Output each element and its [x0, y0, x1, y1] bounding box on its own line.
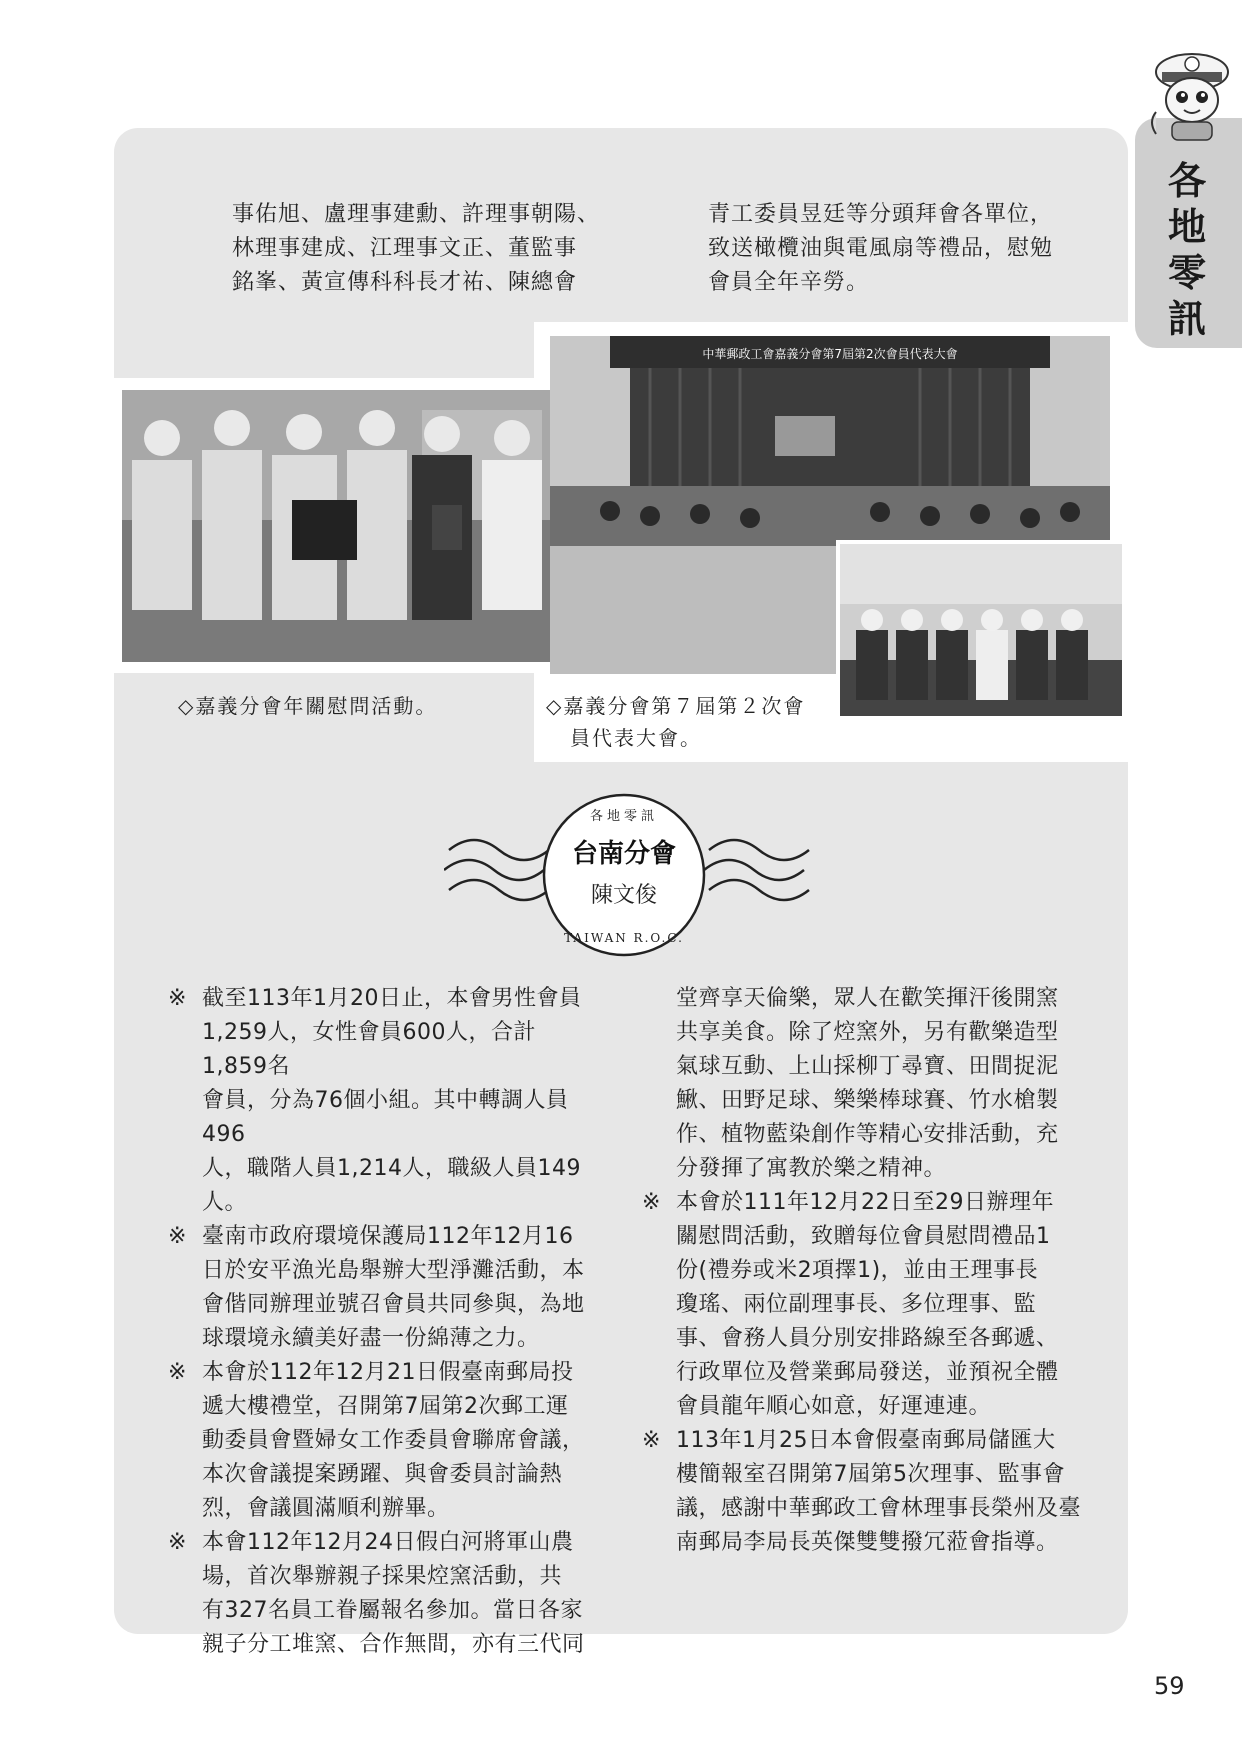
- list-item: [168, 1220, 598, 1356]
- stamp-branch-name: 台南分會: [571, 839, 677, 869]
- list-item: [168, 982, 598, 1220]
- photo-banner: 中華郵政工會嘉義分會第7屆第2次會員代表大會: [702, 347, 958, 361]
- text-line: 作、植物藍染創作等精心安排活動，充: [676, 1122, 1059, 1147]
- text-line: 臺南市政府環境保護局112年12月16: [202, 1224, 574, 1249]
- postman-mascot-icon: [1142, 42, 1238, 142]
- text-line: 場，首次舉辦親子採果焢窯活動，共: [202, 1564, 563, 1589]
- bullet-mark: ※: [168, 986, 187, 1011]
- text-line: 堂齊享天倫樂，眾人在歡笑揮汗後開窯: [676, 986, 1059, 1011]
- text-line: 本次會議提案踴躍、與會委員討論熱: [202, 1462, 563, 1487]
- text-line: 親子分工堆窯、合作無間，亦有三代同: [202, 1632, 585, 1657]
- text-line: 事、會務人員分別安排路線至各郵遞、: [676, 1326, 1059, 1351]
- continued-paragraph: [642, 982, 1082, 1186]
- text-line: 林理事建成、江理事文正、董監事: [232, 236, 578, 261]
- text-line: 事佑旭、盧理事建勳、許理事朝陽、: [232, 202, 601, 227]
- top-right-text: [708, 198, 1088, 300]
- text-line: 行政單位及營業郵局發送，並預祝全體: [676, 1360, 1059, 1385]
- text-line: 本會於112年12月21日假臺南郵局投: [202, 1360, 574, 1385]
- bullet-list-left: [168, 982, 598, 1662]
- caption-right: [546, 690, 836, 754]
- branch-postmark-stamp: [444, 790, 814, 960]
- top-left-text: [232, 198, 612, 300]
- text-line: 日於安平漁光島舉辦大型淨灘活動，本: [202, 1258, 585, 1283]
- text-line: 會員，分為76個小組。其中轉調人員496: [202, 1088, 569, 1147]
- text-line: 分發揮了寓教於樂之精神。: [676, 1156, 947, 1181]
- stamp-top-text: 各地零訊: [589, 809, 659, 824]
- photo-inset-group: [836, 540, 1126, 720]
- text-line: 關慰問活動，致贈每位會員慰問禮品1: [676, 1224, 1051, 1249]
- bullet-mark: ※: [168, 1530, 187, 1555]
- text-line: 議，感謝中華郵政工會林理事長榮州及臺: [676, 1496, 1082, 1521]
- text-line: 1,259人，女性會員600人，合計1,859名: [202, 1020, 536, 1079]
- text-line: 人，職階人員1,214人，職級人員149人。: [202, 1156, 581, 1215]
- text-line: 會偕同辦理並號召會員共同參與，為地: [202, 1292, 585, 1317]
- text-line: 銘峯、黃宣傳科科長才祐、陳總會: [232, 270, 578, 295]
- caption-line: ◇嘉義分會第７屆第２次會: [546, 694, 806, 718]
- text-line: 截至113年1月20日止，本會男性會員: [202, 986, 582, 1011]
- text-line: 瓊瑤、兩位副理事長、多位理事、監: [676, 1292, 1037, 1317]
- text-line: 氣球互動、上山採柳丁尋寶、田間捉泥: [676, 1054, 1059, 1079]
- text-line: 共享美食。除了焢窯外，另有歡樂造型: [676, 1020, 1059, 1045]
- text-line: 本會於111年12月22日至29日辦理年: [676, 1190, 1054, 1215]
- bullet-mark: ※: [642, 1190, 661, 1215]
- text-line: 致送橄欖油與電風扇等禮品，慰勉: [708, 236, 1054, 261]
- text-line: 樓簡報室召開第7屆第5次理事、監事會: [676, 1462, 1065, 1487]
- text-line: 會員全年辛勞。: [708, 270, 870, 295]
- text-line: 有327名員工眷屬報名參加。當日各家: [202, 1598, 583, 1623]
- text-line: 球環境永續美好盡一份綿薄之力。: [202, 1326, 540, 1351]
- text-line: 份(禮券或米2項擇1)，並由王理事長: [676, 1258, 1039, 1283]
- bullet-mark: ※: [642, 1428, 661, 1453]
- text-line: 南郵局李局長英傑雙雙撥冗蒞會指導。: [676, 1530, 1059, 1555]
- page-number: 59: [1154, 1672, 1185, 1700]
- text-line: 會員龍年順心如意，好運連連。: [676, 1394, 992, 1419]
- stamp-author: 陳文俊: [590, 883, 658, 908]
- list-item: [642, 1424, 1082, 1560]
- text-line: 113年1月25日本會假臺南郵局儲匯大: [676, 1428, 1056, 1453]
- list-item: [168, 1526, 598, 1662]
- bullet-mark: ※: [168, 1224, 187, 1249]
- caption-left: ◇嘉義分會年關慰問活動。: [178, 694, 438, 718]
- bullet-mark: ※: [168, 1360, 187, 1385]
- text-line: 烈，會議圓滿順利辦畢。: [202, 1496, 450, 1521]
- caption-line: 員代表大會。: [570, 726, 702, 750]
- photo-year-end-visit: [122, 390, 564, 662]
- bullet-list-right: [642, 982, 1082, 1560]
- section-tab-label: 各地零訊: [1167, 158, 1206, 341]
- text-line: 青工委員昱廷等分頭拜會各單位，: [708, 202, 1054, 227]
- text-line: 遞大樓禮堂，召開第7屆第2次郵工運: [202, 1394, 569, 1419]
- text-line: 動委員會暨婦女工作委員會聯席會議，: [202, 1428, 585, 1453]
- list-item: [642, 1186, 1082, 1424]
- section-tab: [1135, 118, 1242, 348]
- list-item: [168, 1356, 598, 1526]
- text-line: 本會112年12月24日假白河將軍山農: [202, 1530, 574, 1555]
- stamp-bottom-text: TAIWAN R.O.C.: [564, 931, 684, 945]
- text-line: 鰍、田野足球、樂樂棒球賽、竹水槍製: [676, 1088, 1059, 1113]
